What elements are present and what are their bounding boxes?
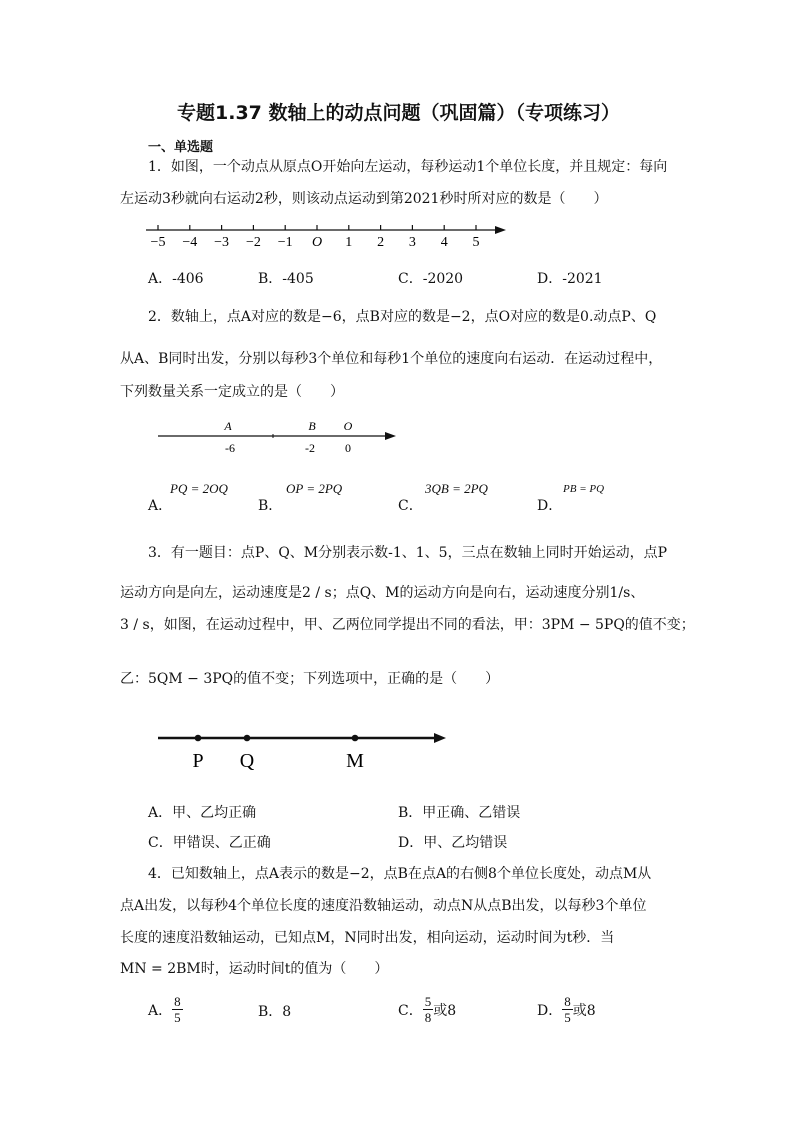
q3-option-c: C．甲错误、乙正确 bbox=[148, 835, 271, 851]
q4-line-1: 4．已知数轴上，点A表示的数是−2，点B在点A的右侧8个单位长度处，动点M从 bbox=[148, 866, 652, 882]
q4-option-c-letter: C． bbox=[398, 1002, 423, 1019]
q2-option-d-expr: PB = PQ bbox=[563, 483, 605, 495]
q2-option-b: B． bbox=[258, 498, 283, 514]
q3-line-3: 3 / s，如图，在运动过程中，甲、乙两位同学提出不同的看法，甲：3PM − 5PQ的值不变； bbox=[120, 617, 695, 633]
q1-line-1: 1．如图，一个动点从原点O开始向左运动，每秒运动1个单位长度，并且规定：每向 bbox=[148, 159, 668, 175]
tick-label: 3 bbox=[408, 235, 416, 250]
svg-text:A: A bbox=[224, 419, 232, 433]
q2-option-a-expr: PQ = 2OQ bbox=[170, 481, 228, 496]
q4-option-c bbox=[398, 994, 456, 1025]
fraction-denominator: 5 bbox=[174, 1010, 181, 1025]
q1-option-a: A．-406 bbox=[148, 271, 204, 287]
q4-option-c-suffix: 或8 bbox=[433, 1002, 457, 1019]
svg-text:-2: -2 bbox=[305, 441, 315, 455]
q4-option-d-fraction bbox=[562, 994, 573, 1025]
tick-label: −1 bbox=[277, 235, 293, 250]
q3-option-d: D．甲、乙均错误 bbox=[398, 835, 508, 851]
svg-text:0: 0 bbox=[345, 441, 351, 455]
fraction-denominator: 5 bbox=[564, 1010, 571, 1025]
q2-option-c-expr: 3QB = 2PQ bbox=[425, 481, 488, 496]
fraction-numerator: 8 bbox=[174, 994, 181, 1009]
q2-line-2: 从A、B同时出发，分别以每秒3个单位和每秒1个单位的速度向右运动．在运动过程中， bbox=[120, 351, 663, 367]
q3-line-4: 乙：5QM − 3PQ的值不变；下列选项中，正确的是（ ） bbox=[120, 671, 500, 687]
q3-option-a: A．甲、乙均正确 bbox=[148, 805, 257, 821]
q3-option-b: B．甲正确、乙错误 bbox=[398, 805, 521, 821]
page-title: 专题1.37 数轴上的动点问题（巩固篇）（专项练习） bbox=[177, 102, 620, 124]
q4-option-a-fraction bbox=[172, 994, 183, 1025]
arrow-head bbox=[385, 432, 396, 440]
q1-line-2: 左运动3秒就向右运动2秒，则该动点运动到第2021秒时所对应的数是（ ） bbox=[120, 191, 608, 207]
q2-point-b bbox=[305, 419, 316, 455]
q4-option-d-suffix: 或8 bbox=[572, 1002, 596, 1019]
svg-text:-6: -6 bbox=[225, 441, 235, 455]
fraction-denominator: 8 bbox=[424, 1010, 432, 1025]
fraction-numerator: 5 bbox=[424, 994, 432, 1009]
q3-point-q bbox=[240, 735, 255, 772]
arrow-head bbox=[434, 733, 446, 743]
svg-text:O: O bbox=[343, 419, 353, 433]
q4-option-a-letter: A． bbox=[148, 1002, 173, 1019]
tick-label: −2 bbox=[245, 235, 261, 250]
q1-option-c: C．-2020 bbox=[398, 271, 464, 287]
fraction-numerator: 8 bbox=[564, 994, 571, 1009]
tick-label: 1 bbox=[345, 235, 353, 250]
q2-number-line-figure bbox=[150, 416, 410, 460]
q4-line-3: 长度的速度沿数轴运动，已知点M，N同时出发，相向运动，运动时间为t秒．当 bbox=[120, 930, 615, 946]
q1-option-d: D．-2021 bbox=[537, 271, 603, 287]
q3-line-1: 3．有一题目：点P、Q、M分别表示数-1、1、5，三点在数轴上同时开始运动，点P bbox=[148, 545, 668, 561]
tick-label: 2 bbox=[377, 235, 385, 250]
q3-line-2: 运动方向是向左，运动速度是2 / s；点Q、M的运动方向是向右，运动速度分别1/s、 bbox=[120, 585, 645, 601]
tick-label: O bbox=[311, 235, 323, 250]
q2-option-d: D． bbox=[537, 498, 563, 514]
q2-point-a bbox=[223, 419, 235, 455]
q1-number-line-figure bbox=[140, 222, 520, 258]
q1-option-b: B．-405 bbox=[258, 271, 314, 287]
arrow-head bbox=[495, 226, 506, 234]
tick-label: 4 bbox=[440, 235, 448, 250]
tick-label: −5 bbox=[150, 235, 166, 250]
q3-number-line-figure bbox=[150, 725, 450, 777]
q4-option-b: B．8 bbox=[258, 1004, 292, 1020]
q2-option-b-expr: OP = 2PQ bbox=[286, 481, 343, 496]
q2-option-a: A． bbox=[148, 498, 173, 514]
svg-text:Q: Q bbox=[239, 750, 255, 772]
q4-line-2: 点A出发，以每秒4个单位长度的速度沿数轴运动，动点N从点B出发，以每秒3个单位 bbox=[120, 898, 647, 914]
q4-option-a bbox=[148, 994, 183, 1025]
q4-option-c-fraction bbox=[423, 994, 434, 1025]
section-heading: 一、单选题 bbox=[148, 140, 214, 155]
tick-label: −4 bbox=[182, 235, 198, 250]
q2-point-o bbox=[344, 419, 353, 455]
q4-line-4: MN = 2BM时，运动时间t的值为（ ） bbox=[120, 961, 389, 977]
svg-text:B: B bbox=[308, 419, 316, 433]
q2-line-3: 下列数量关系一定成立的是（ ） bbox=[120, 384, 344, 400]
svg-text:M: M bbox=[346, 750, 364, 772]
q3-point-m bbox=[346, 735, 364, 772]
tick-label: 5 bbox=[472, 235, 480, 250]
q4-option-d bbox=[537, 994, 596, 1025]
svg-text:P: P bbox=[192, 750, 204, 772]
q2-line-1: 2．数轴上，点A对应的数是−6，点B对应的数是−2，点O对应的数是0.动点P、Q bbox=[148, 309, 657, 325]
q4-option-d-letter: D． bbox=[537, 1002, 563, 1019]
tick-label: −3 bbox=[214, 235, 230, 250]
q3-point-p bbox=[192, 735, 203, 772]
q2-option-c: C． bbox=[398, 498, 423, 514]
